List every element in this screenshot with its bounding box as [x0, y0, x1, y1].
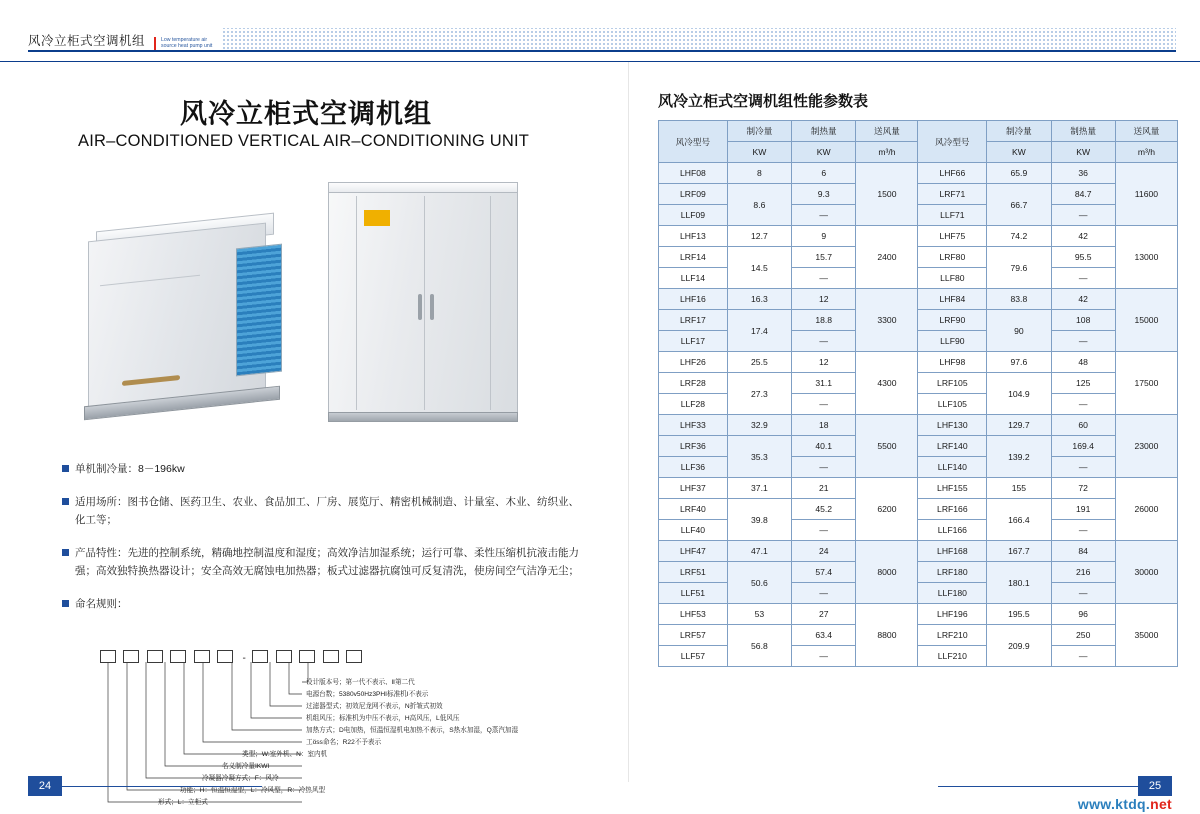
cell-airflow-left: 4300: [856, 352, 918, 415]
cell-heating-right: —: [1051, 331, 1115, 352]
cell-airflow-left: 3300: [856, 289, 918, 352]
cell-heating-left: —: [792, 583, 856, 604]
naming-label: 冷凝器冷凝方式；F：风冷: [202, 775, 279, 782]
cell-model-right: LHF196: [918, 604, 987, 625]
cell-heating-right: —: [1051, 268, 1115, 289]
cell-heating-right: 169.4: [1051, 436, 1115, 457]
table-row: [659, 499, 1178, 520]
cell-heating-right: 42: [1051, 289, 1115, 310]
cell-model-left: LRF51: [659, 562, 728, 583]
cell-cooling-left: 56.8: [727, 625, 791, 667]
product-photos: [78, 164, 548, 454]
cell-heating-right: 72: [1051, 478, 1115, 499]
cell-airflow-left: 1500: [856, 163, 918, 226]
th-unit-kw: KW: [1051, 142, 1115, 163]
th-cooling-right: 制冷量: [987, 121, 1051, 142]
cell-airflow-right: 17500: [1115, 352, 1177, 415]
table-row: [659, 478, 1178, 499]
cell-heating-left: 15.7: [792, 247, 856, 268]
cell-airflow-left: 6200: [856, 478, 918, 541]
naming-label: 形式；L：立柜式: [158, 799, 208, 806]
th-unit-m3h: m³/h: [1115, 142, 1177, 163]
cell-heating-left: 31.1: [792, 373, 856, 394]
cell-cooling-left: 32.9: [727, 415, 791, 436]
cell-heating-left: —: [792, 646, 856, 667]
cell-cooling-left: 17.4: [727, 310, 791, 352]
table-row: [659, 625, 1178, 646]
table-row: [659, 226, 1178, 247]
cell-heating-right: 216: [1051, 562, 1115, 583]
cell-heating-left: 40.1: [792, 436, 856, 457]
bullet-square-icon: [62, 498, 69, 505]
cell-cooling-right: 195.5: [987, 604, 1051, 625]
table-row: [659, 310, 1178, 331]
watermark-prefix: www.ktdq.: [1077, 796, 1151, 812]
door-handle-left: [418, 294, 422, 320]
cell-heating-left: 57.4: [792, 562, 856, 583]
cell-cooling-left: 47.1: [727, 541, 791, 562]
cell-airflow-right: 30000: [1115, 541, 1177, 604]
cell-heating-right: 42: [1051, 226, 1115, 247]
bullet-text: 适用场所：图书仓储、医药卫生、农业、食品加工、厂房、展览厅、精密机械制造、计量室、木业、纺织业、化工等；: [75, 496, 579, 526]
header-dot-pattern: [222, 28, 1176, 50]
cell-airflow-left: 8000: [856, 541, 918, 604]
table-row: [659, 415, 1178, 436]
th-airflow-right: 送风量: [1115, 121, 1177, 142]
cell-heating-left: —: [792, 205, 856, 226]
page-number-right: 25: [1138, 776, 1172, 796]
cell-airflow-right: 13000: [1115, 226, 1177, 289]
cell-heating-left: —: [792, 394, 856, 415]
cell-heating-left: 45.2: [792, 499, 856, 520]
cell-cooling-right: 90: [987, 310, 1051, 352]
cell-heating-left: 9: [792, 226, 856, 247]
cell-model-left: LHF13: [659, 226, 728, 247]
table-row: [659, 562, 1178, 583]
cell-cooling-right: 180.1: [987, 562, 1051, 604]
feature-bullets: [62, 460, 582, 628]
cell-cooling-left: 16.3: [727, 289, 791, 310]
cell-heating-left: —: [792, 457, 856, 478]
cell-heating-right: 96: [1051, 604, 1115, 625]
cell-heating-left: 12: [792, 289, 856, 310]
cell-model-right: LLF166: [918, 520, 987, 541]
cell-model-right: LRF80: [918, 247, 987, 268]
cell-cooling-right: 97.6: [987, 352, 1051, 373]
footer-rule-left: [62, 786, 262, 787]
cell-heating-right: 191: [1051, 499, 1115, 520]
bullet-text: 命名规则：: [75, 598, 128, 610]
cell-cooling-right: 139.2: [987, 436, 1051, 478]
cell-cooling-right: 83.8: [987, 289, 1051, 310]
cell-heating-right: 125: [1051, 373, 1115, 394]
cell-heating-right: 48: [1051, 352, 1115, 373]
cell-model-right: LRF105: [918, 373, 987, 394]
naming-label: 机组风压；标准机为中压不表示，H高风压，L低风压: [306, 715, 460, 722]
th-unit-kw: KW: [987, 142, 1051, 163]
naming-label: 设计版本号；第一代不表示、Ⅱ第二代: [306, 679, 415, 686]
cell-model-right: LHF66: [918, 163, 987, 184]
cell-heating-left: 9.3: [792, 184, 856, 205]
th-unit-kw: KW: [792, 142, 856, 163]
th-model-left: 风冷型号: [659, 121, 728, 163]
naming-label: 功能；H：恒温恒湿型，L：冷风型，R：冷热风型: [180, 787, 326, 794]
naming-label: 过滤器型式；初效尼龙网不表示，N折皱式初效: [306, 703, 443, 710]
bullet-item: [62, 493, 582, 529]
spec-table: [658, 120, 1178, 667]
cell-model-right: LHF98: [918, 352, 987, 373]
cell-model-left: LRF36: [659, 436, 728, 457]
cell-heating-left: 63.4: [792, 625, 856, 646]
cell-cooling-right: 166.4: [987, 499, 1051, 541]
table-row: [659, 289, 1178, 310]
cell-cooling-left: 8.6: [727, 184, 791, 226]
cell-heating-left: —: [792, 520, 856, 541]
cell-airflow-left: 2400: [856, 226, 918, 289]
cell-cooling-right: 155: [987, 478, 1051, 499]
cell-cooling-left: 35.3: [727, 436, 791, 478]
cell-cooling-left: 53: [727, 604, 791, 625]
header-title-cn: 风冷立柜式空调机组: [28, 34, 146, 48]
unit-nameplate: [364, 210, 390, 226]
cell-heating-left: 12: [792, 352, 856, 373]
cell-model-left: LHF26: [659, 352, 728, 373]
cell-model-left: LRF28: [659, 373, 728, 394]
page-title-en: AIR–CONDITIONED VERTICAL AIR–CONDITIONING UNIT: [78, 132, 530, 150]
right-page: [640, 62, 1200, 814]
cell-cooling-right: 104.9: [987, 373, 1051, 415]
table-row: [659, 247, 1178, 268]
cell-cooling-left: 14.5: [727, 247, 791, 289]
table-row: [659, 604, 1178, 625]
cell-cooling-left: 39.8: [727, 499, 791, 541]
cell-heating-right: 84: [1051, 541, 1115, 562]
table-header-row: [659, 121, 1178, 142]
code-dash: -: [242, 653, 246, 664]
door-handle-right: [430, 294, 434, 320]
cell-heating-right: —: [1051, 457, 1115, 478]
cell-model-left: LHF53: [659, 604, 728, 625]
bullet-item: [62, 595, 582, 613]
page-title-cn: 风冷立柜式空调机组: [180, 99, 432, 129]
naming-label: 类型；W:室外机、N：室内机: [242, 751, 328, 758]
cell-model-right: LRF71: [918, 184, 987, 205]
cell-model-right: LHF75: [918, 226, 987, 247]
cell-model-right: LLF90: [918, 331, 987, 352]
table-row: [659, 163, 1178, 184]
th-cooling-left: 制冷量: [727, 121, 791, 142]
cell-model-right: LRF210: [918, 625, 987, 646]
cell-model-left: LLF09: [659, 205, 728, 226]
bullet-item: [62, 544, 582, 580]
cell-model-right: LRF90: [918, 310, 987, 331]
naming-label: 工öss命名；R22不予表示: [306, 739, 382, 746]
cell-cooling-right: 167.7: [987, 541, 1051, 562]
cell-model-right: LHF155: [918, 478, 987, 499]
header-title-en: Low temperature air source heat pump unit: [154, 37, 214, 50]
cell-heating-right: 36: [1051, 163, 1115, 184]
cell-model-left: LLF28: [659, 394, 728, 415]
cell-model-left: LLF51: [659, 583, 728, 604]
cell-heating-right: —: [1051, 394, 1115, 415]
bullet-text: 单机制冷量：8－196kw: [75, 463, 185, 475]
cell-heating-left: 27: [792, 604, 856, 625]
cell-model-right: LRF166: [918, 499, 987, 520]
page-spine: [628, 62, 629, 782]
watermark: [1078, 796, 1172, 812]
cell-model-left: LLF14: [659, 268, 728, 289]
naming-label: 电源台数；5380v50Hz3PHI标准机I不表示: [306, 691, 429, 698]
cell-cooling-left: 25.5: [727, 352, 791, 373]
cell-cooling-left: 27.3: [727, 373, 791, 415]
cell-model-right: LHF168: [918, 541, 987, 562]
condenser-grille: [236, 244, 282, 377]
cell-heating-right: —: [1051, 205, 1115, 226]
product-photo-vertical-cabinet: [328, 174, 528, 434]
cell-heating-right: —: [1051, 646, 1115, 667]
cell-model-right: LLF180: [918, 583, 987, 604]
cell-heating-right: 60: [1051, 415, 1115, 436]
cell-heating-left: —: [792, 331, 856, 352]
cell-model-left: LLF17: [659, 331, 728, 352]
th-heating-left: 制热量: [792, 121, 856, 142]
table-row: [659, 373, 1178, 394]
cell-model-left: LHF33: [659, 415, 728, 436]
naming-rule-diagram: [62, 632, 602, 812]
cell-model-left: LRF14: [659, 247, 728, 268]
cell-model-right: LLF80: [918, 268, 987, 289]
cell-cooling-right: 65.9: [987, 163, 1051, 184]
footer-rule-right: [938, 786, 1138, 787]
naming-label: 加热方式；D电加热，恒温恒湿机电加热不表示，S热水加湿，Q蒸汽加湿: [306, 727, 519, 734]
cell-model-left: LHF16: [659, 289, 728, 310]
watermark-suffix: net: [1150, 796, 1172, 812]
left-page: [0, 62, 628, 814]
cell-model-left: LHF37: [659, 478, 728, 499]
bullet-text: 产品特性：先进的控制系统，精确地控制温度和湿度；高效净洁加湿系统；运行可靠、柔性压缩机抗液击能力强；高效独特换热器设计；安全高效无腐蚀电加热器；板式过滤器抗腐蚀可反复清洗，使房间空气洁净无尘；: [75, 547, 579, 577]
cell-model-left: LHF47: [659, 541, 728, 562]
cell-airflow-right: 26000: [1115, 478, 1177, 541]
cell-heating-left: 21: [792, 478, 856, 499]
page-header: [0, 0, 1200, 62]
cell-model-right: LHF84: [918, 289, 987, 310]
cell-model-left: LRF09: [659, 184, 728, 205]
cell-model-right: LLF71: [918, 205, 987, 226]
bullet-square-icon: [62, 465, 69, 472]
page-number-left: 24: [28, 776, 62, 796]
th-unit-kw: KW: [727, 142, 791, 163]
cell-cooling-left: 8: [727, 163, 791, 184]
table-row: [659, 541, 1178, 562]
spec-table-title: 风冷立柜式空调机组性能参数表: [658, 93, 869, 110]
cell-model-left: LHF08: [659, 163, 728, 184]
product-photo-outdoor-unit: [88, 220, 278, 420]
cell-heating-right: 250: [1051, 625, 1115, 646]
cell-heating-left: —: [792, 268, 856, 289]
cell-airflow-left: 8800: [856, 604, 918, 667]
cell-heating-left: 24: [792, 541, 856, 562]
cell-cooling-left: 37.1: [727, 478, 791, 499]
cell-heating-left: 18.8: [792, 310, 856, 331]
cell-airflow-right: 15000: [1115, 289, 1177, 352]
cell-model-left: LRF40: [659, 499, 728, 520]
cell-heating-right: —: [1051, 583, 1115, 604]
cell-heating-left: 18: [792, 415, 856, 436]
cell-model-left: LLF40: [659, 520, 728, 541]
cell-model-left: LRF17: [659, 310, 728, 331]
cell-airflow-left: 5500: [856, 415, 918, 478]
cell-model-right: LRF180: [918, 562, 987, 583]
cell-heating-right: 84.7: [1051, 184, 1115, 205]
bullet-item: [62, 460, 582, 478]
table-row: [659, 184, 1178, 205]
table-row: [659, 352, 1178, 373]
table-row: [659, 436, 1178, 457]
cell-heating-right: 108: [1051, 310, 1115, 331]
th-heating-right: 制热量: [1051, 121, 1115, 142]
cell-cooling-right: 129.7: [987, 415, 1051, 436]
naming-label: 名义制冷量IKWI: [222, 763, 270, 770]
cell-heating-right: 95.5: [1051, 247, 1115, 268]
th-model-right: 风冷型号: [918, 121, 987, 163]
header-rule: [28, 50, 1176, 52]
bullet-square-icon: [62, 549, 69, 556]
cell-heating-right: —: [1051, 520, 1115, 541]
cell-model-left: LLF57: [659, 646, 728, 667]
cell-model-left: LRF57: [659, 625, 728, 646]
th-unit-m3h: m³/h: [856, 142, 918, 163]
cell-cooling-right: 79.6: [987, 247, 1051, 289]
bullet-square-icon: [62, 600, 69, 607]
cell-cooling-left: 50.6: [727, 562, 791, 604]
cell-model-right: LLF105: [918, 394, 987, 415]
cell-cooling-right: 74.2: [987, 226, 1051, 247]
cell-cooling-left: 12.7: [727, 226, 791, 247]
cell-model-right: LHF130: [918, 415, 987, 436]
th-airflow-left: 送风量: [856, 121, 918, 142]
cell-airflow-right: 11600: [1115, 163, 1177, 226]
cell-model-left: LLF36: [659, 457, 728, 478]
cell-model-right: LRF140: [918, 436, 987, 457]
cell-cooling-right: 209.9: [987, 625, 1051, 667]
cell-airflow-right: 35000: [1115, 604, 1177, 667]
cell-model-right: LLF210: [918, 646, 987, 667]
cell-heating-left: 6: [792, 163, 856, 184]
cell-model-right: LLF140: [918, 457, 987, 478]
cell-cooling-right: 66.7: [987, 184, 1051, 226]
cell-airflow-right: 23000: [1115, 415, 1177, 478]
